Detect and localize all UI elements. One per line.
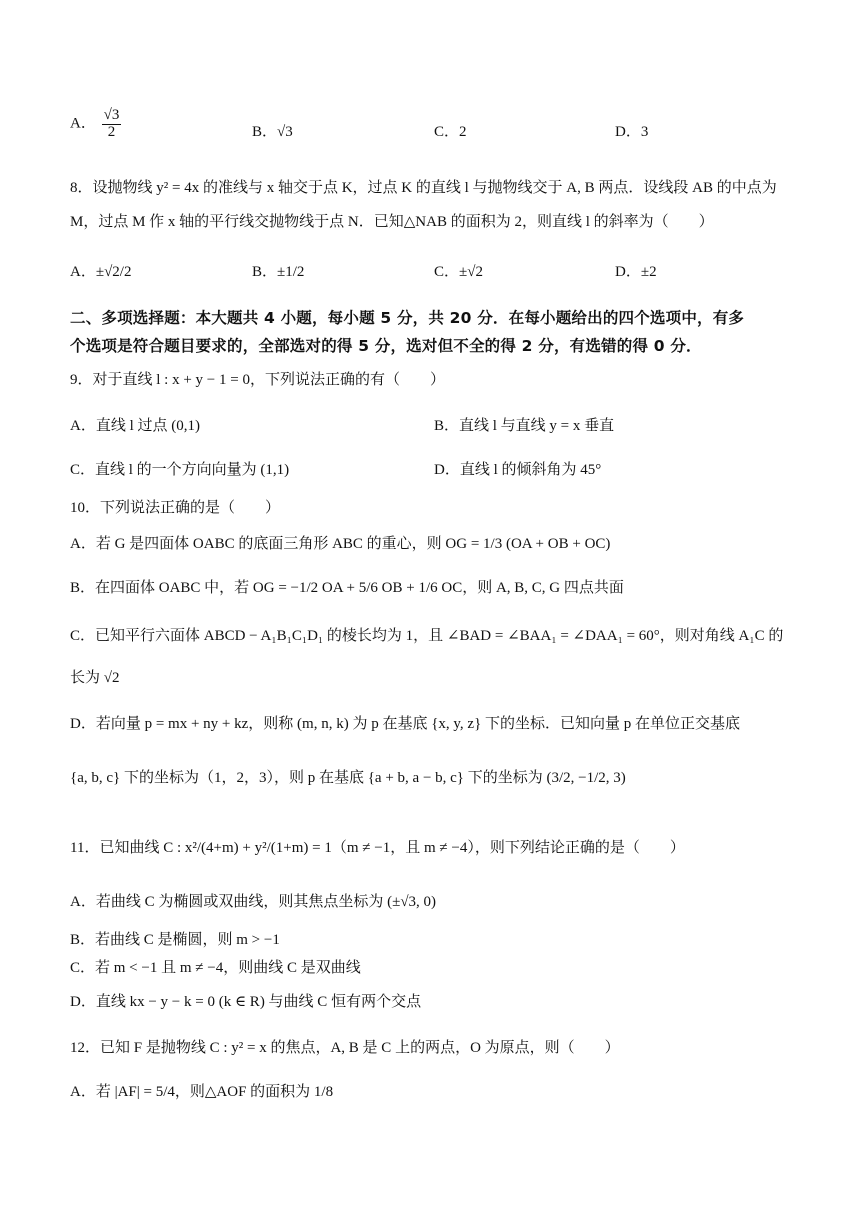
q10-stem: 10．下列说法正确的是（ ） <box>70 500 281 516</box>
q10-option-d-line1: D．若向量 p = mx + ny + kz，则称 (m, n, k) 为 p 在基底 {x, y, z} 下的坐标．已知向量 p 在单位正交基底 <box>70 716 741 732</box>
q7-option-a: A． $\frac{√3}{2}$ <box>70 107 120 140</box>
q10-option-a: A．若 G 是四面体 OABC 的底面三角形 ABC 的重心，则 OG = 1/3 (OA + OB + OC) <box>70 536 611 552</box>
q12-option-a: A．若 |AF| = 5/4，则△AOF 的面积为 1/8 <box>70 1084 334 1100</box>
q9-option-d: D．直线 l 的倾斜角为 45° <box>434 462 602 478</box>
q11-option-c: C．若 m < −1 且 m ≠ −4，则曲线 C 是双曲线 <box>70 960 361 976</box>
q8-stem-line2: M，过点 M 作 x 轴的平行线交抛物线于点 N．已知△NAB 的面积为 2，则直线 l 的斜率为（ ） <box>70 214 714 230</box>
q11-option-d: D．直线 kx − y − k = 0 (k ∈ R) 与曲线 C 恒有两个交点 <box>70 994 422 1010</box>
q9-option-a: A．直线 l 过点 (0,1) <box>70 418 200 434</box>
q8-option-d: D．±2 <box>615 264 657 280</box>
q11-option-b: B．若曲线 C 是椭圆，则 m > −1 <box>70 932 280 948</box>
q10-option-b: B．在四面体 OABC 中，若 OG = −1/2 OA + 5/6 OB + 1/6 OC，则 A, B, C, G 四点共面 <box>70 580 624 596</box>
section2-heading-line1: 二、多项选择题：本大题共 4 小题，每小题 5 分，共 20 分．在每小题给出的四个选项中，有多 <box>70 309 745 327</box>
q10-option-d-line2: {a, b, c} 下的坐标为（1，2，3），则 p 在基底 {a + b, a − b, c} 下的坐标为 (3/2, −1/2, 3) <box>70 770 626 786</box>
q10-option-c-line1: C．已知平行六面体 ABCD − A₁B₁C₁D₁ 的棱长均为 1，且 ∠BAD = ∠BAA₁ = ∠DAA₁ = 60°，则对角线 A₁C 的 <box>70 628 784 644</box>
q9-option-b: B．直线 l 与直线 y = x 垂直 <box>434 418 615 434</box>
q9-option-c: C．直线 l 的一个方向向量为 (1,1) <box>70 462 290 478</box>
q9-stem: 9．对于直线 l : x + y − 1 = 0，下列说法正确的有（ ） <box>70 372 445 388</box>
q7-option-b: B．√3 <box>252 124 293 140</box>
q7-option-d: D．3 <box>615 124 649 140</box>
q8-option-c: C．±√2 <box>434 264 483 280</box>
q8-option-b: B．±1/2 <box>252 264 305 280</box>
section2-heading-line2: 个选项是符合题目要求的，全部选对的得 5 分，选对但不全的得 2 分，有选错的得 0 分． <box>70 337 702 355</box>
q8-stem-line1: 8．设抛物线 y² = 4x 的准线与 x 轴交于点 K，过点 K 的直线 l 与抛物线交于 A, B 两点．设线段 AB 的中点为 <box>70 180 777 196</box>
q7-option-c: C．2 <box>434 124 467 140</box>
q10-option-c-line2: 长为 √2 <box>70 670 120 686</box>
q8-option-a: A．±√2/2 <box>70 264 132 280</box>
q11-stem: 11．已知曲线 C : x²/(4+m) + y²/(1+m) = 1（m ≠ −1，且 m ≠ −4），则下列结论正确的是（ ） <box>70 840 685 856</box>
q12-stem: 12．已知 F 是抛物线 C : y² = x 的焦点，A, B 是 C 上的两点，O 为原点，则（ ） <box>70 1040 620 1056</box>
q11-option-a: A．若曲线 C 为椭圆或双曲线，则其焦点坐标为 (±√3, 0) <box>70 894 437 910</box>
